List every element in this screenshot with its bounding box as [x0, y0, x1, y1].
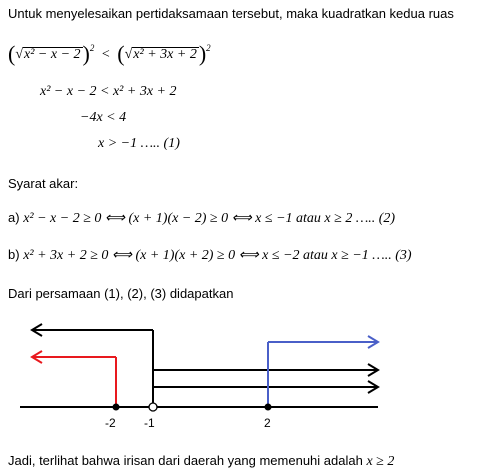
conclusion — [8, 453, 394, 470]
condition-b — [8, 247, 412, 264]
number-line-diagram — [0, 315, 488, 435]
left-exponent: 2 — [89, 43, 95, 53]
syarat-akar-label: Syarat akar: — [8, 176, 79, 191]
point-minus-2-closed — [113, 404, 120, 411]
solution-1: x > −1 ….. (1) — [98, 136, 180, 151]
point-2-closed — [265, 404, 272, 411]
condition-b-label: b) — [8, 247, 20, 262]
dari-persamaan-text: Dari persamaan (1), (2), (3) didapatkan — [8, 286, 234, 301]
tick-label-2: 2 — [264, 416, 271, 430]
condition-a-expr: x² − x − 2 ≥ 0 ⟺ (x + 1)(x − 2) ≥ 0 ⟺ x ≤ −1 atau x ≥ 2 ….. (2) — [23, 211, 396, 226]
left-radicand: x² − x − 2 — [24, 47, 81, 62]
intro-text: Untuk menyelesaikan pertidaksamaan tersebut, maka kuadratkan kedua ruas — [8, 6, 454, 21]
simplified-inequality: −4x < 4 — [80, 110, 127, 125]
relation-sign: < — [101, 47, 110, 62]
conclusion-answer: x ≥ 2 — [366, 454, 395, 469]
point-minus-1-open — [149, 403, 157, 411]
expanded-inequality: x² − x − 2 < x² + 3x + 2 — [40, 84, 177, 99]
tick-label-minus-2: -2 — [105, 416, 116, 430]
right-exponent: 2 — [206, 43, 211, 53]
conclusion-text: Jadi, terlihat bahwa irisan dari daerah yang memenuhi adalah — [8, 453, 363, 468]
right-radicand: x² + 3x + 2 — [133, 47, 197, 62]
tick-label-minus-1: -1 — [144, 416, 155, 430]
condition-a-label: a) — [8, 210, 20, 225]
condition-b-expr: x² + 3x + 2 ≥ 0 ⟺ (x + 1)(x + 2) ≥ 0 ⟺ x ≤ −2 atau x ≥ −1 ….. (3) — [23, 248, 412, 263]
squared-inequality: $(√x^2 - x - 2)^2 < (√x^2 + 3x + 2)^2$ — [8, 41, 211, 66]
condition-a — [8, 210, 395, 227]
